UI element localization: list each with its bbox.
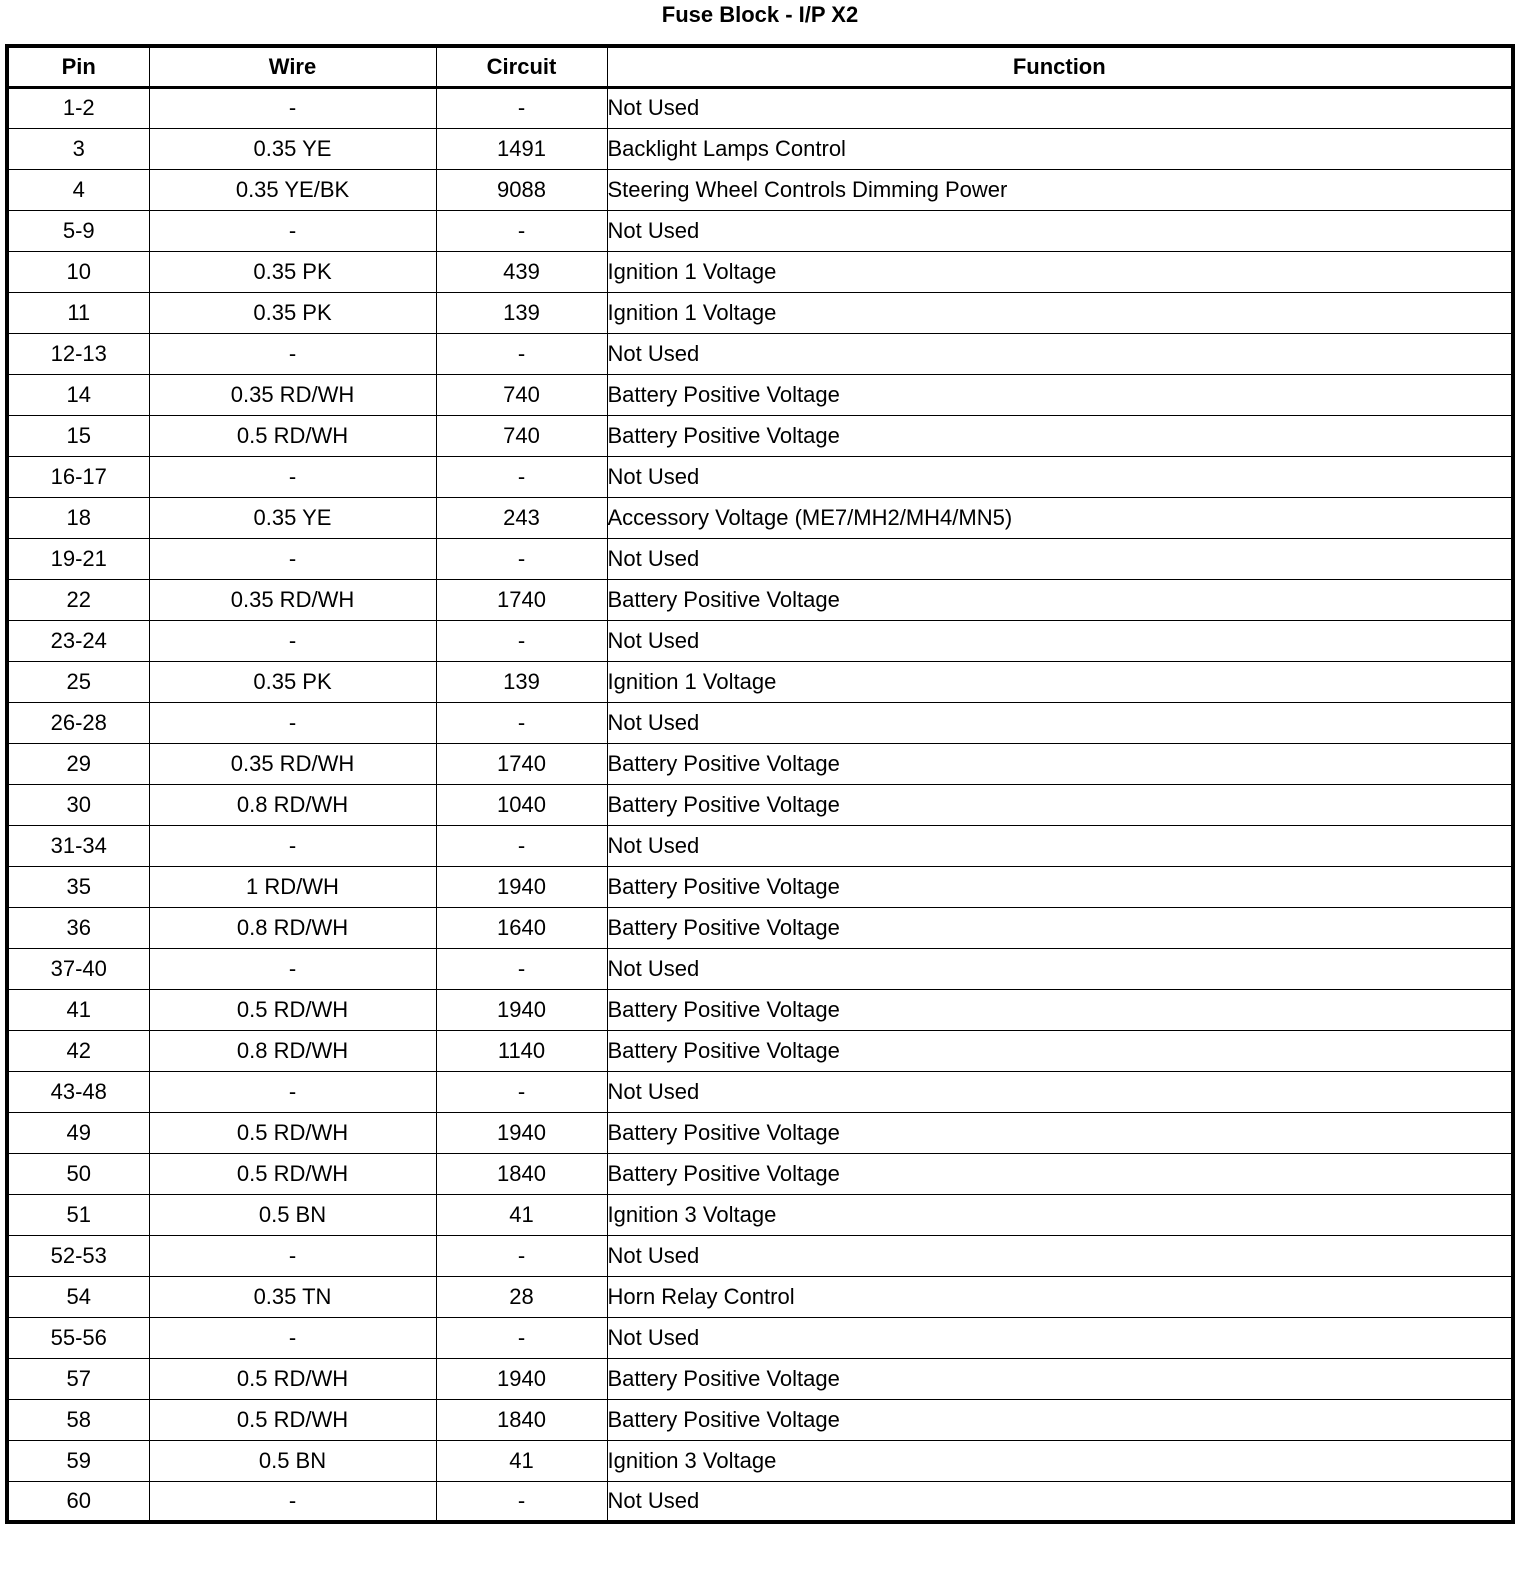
cell-circuit: 1840 [436,1153,607,1194]
cell-function: Battery Positive Voltage [607,579,1513,620]
cell-circuit: - [436,948,607,989]
table-row [7,1112,1513,1153]
cell-wire: - [149,1481,436,1522]
cell-wire: 0.5 RD/WH [149,989,436,1030]
cell-wire: 0.35 RD/WH [149,579,436,620]
cell-circuit: 1740 [436,743,607,784]
cell-pin: 43-48 [7,1071,149,1112]
cell-pin: 36 [7,907,149,948]
table-row [7,87,1513,128]
cell-function: Not Used [607,1071,1513,1112]
column-header-circuit: Circuit [436,46,607,87]
cell-wire: 0.35 RD/WH [149,743,436,784]
cell-circuit: - [436,1235,607,1276]
table-row [7,1440,1513,1481]
cell-function: Battery Positive Voltage [607,743,1513,784]
cell-function: Ignition 3 Voltage [607,1440,1513,1481]
column-header-wire: Wire [149,46,436,87]
cell-wire: 0.5 BN [149,1440,436,1481]
cell-wire: 0.35 YE/BK [149,169,436,210]
table-row [7,702,1513,743]
cell-wire: 0.8 RD/WH [149,784,436,825]
column-header-function: Function [607,46,1513,87]
table-row [7,579,1513,620]
cell-pin: 50 [7,1153,149,1194]
cell-wire: 1 RD/WH [149,866,436,907]
table-row [7,1030,1513,1071]
cell-circuit: - [436,538,607,579]
cell-circuit: 439 [436,251,607,292]
cell-circuit: 1940 [436,989,607,1030]
cell-pin: 52-53 [7,1235,149,1276]
table-row [7,333,1513,374]
cell-wire: - [149,702,436,743]
cell-wire: - [149,825,436,866]
cell-pin: 14 [7,374,149,415]
cell-circuit: 1940 [436,1358,607,1399]
cell-pin: 49 [7,1112,149,1153]
table-row [7,538,1513,579]
cell-pin: 3 [7,128,149,169]
cell-pin: 1-2 [7,87,149,128]
cell-function: Not Used [607,825,1513,866]
cell-wire: 0.35 TN [149,1276,436,1317]
table-row [7,456,1513,497]
cell-circuit: 41 [436,1440,607,1481]
cell-circuit: 243 [436,497,607,538]
cell-wire: - [149,1235,436,1276]
cell-wire: 0.8 RD/WH [149,1030,436,1071]
cell-function: Ignition 1 Voltage [607,292,1513,333]
table-row [7,948,1513,989]
cell-function: Battery Positive Voltage [607,1358,1513,1399]
cell-function: Not Used [607,456,1513,497]
cell-circuit: 1740 [436,579,607,620]
cell-pin: 12-13 [7,333,149,374]
table-row [7,415,1513,456]
cell-wire: - [149,87,436,128]
cell-function: Battery Positive Voltage [607,866,1513,907]
cell-pin: 51 [7,1194,149,1235]
cell-circuit: - [436,333,607,374]
cell-pin: 58 [7,1399,149,1440]
cell-pin: 4 [7,169,149,210]
cell-wire: - [149,1317,436,1358]
table-row [7,1194,1513,1235]
cell-function: Not Used [607,1317,1513,1358]
cell-function: Not Used [607,620,1513,661]
table-row [7,743,1513,784]
cell-function: Not Used [607,702,1513,743]
table-row [7,292,1513,333]
cell-wire: 0.5 RD/WH [149,1112,436,1153]
cell-function: Accessory Voltage (ME7/MH2/MH4/MN5) [607,497,1513,538]
cell-pin: 60 [7,1481,149,1522]
table-row [7,1235,1513,1276]
cell-wire: 0.35 PK [149,251,436,292]
cell-wire: 0.35 YE [149,497,436,538]
table-row [7,210,1513,251]
cell-pin: 35 [7,866,149,907]
cell-pin: 37-40 [7,948,149,989]
cell-function: Battery Positive Voltage [607,374,1513,415]
cell-function: Not Used [607,210,1513,251]
cell-function: Battery Positive Voltage [607,415,1513,456]
cell-pin: 23-24 [7,620,149,661]
cell-circuit: - [436,620,607,661]
cell-circuit: - [436,1071,607,1112]
table-row [7,128,1513,169]
cell-wire: - [149,456,436,497]
table-row [7,620,1513,661]
cell-circuit: 9088 [436,169,607,210]
cell-circuit: - [436,825,607,866]
cell-wire: 0.5 RD/WH [149,1358,436,1399]
cell-wire: 0.5 RD/WH [149,415,436,456]
cell-function: Horn Relay Control [607,1276,1513,1317]
cell-pin: 55-56 [7,1317,149,1358]
table-row [7,497,1513,538]
cell-function: Ignition 3 Voltage [607,1194,1513,1235]
cell-function: Battery Positive Voltage [607,1399,1513,1440]
cell-circuit: 1140 [436,1030,607,1071]
cell-pin: 31-34 [7,825,149,866]
table-row [7,825,1513,866]
cell-circuit: 740 [436,374,607,415]
cell-circuit: 1840 [436,1399,607,1440]
cell-circuit: - [436,1481,607,1522]
cell-wire: 0.5 BN [149,1194,436,1235]
cell-pin: 26-28 [7,702,149,743]
cell-wire: - [149,538,436,579]
cell-circuit: 41 [436,1194,607,1235]
cell-function: Not Used [607,333,1513,374]
cell-wire: - [149,620,436,661]
cell-circuit: 740 [436,415,607,456]
cell-wire: - [149,333,436,374]
table-row [7,866,1513,907]
cell-circuit: 139 [436,661,607,702]
cell-function: Battery Positive Voltage [607,1030,1513,1071]
cell-pin: 59 [7,1440,149,1481]
cell-wire: - [149,1071,436,1112]
cell-pin: 11 [7,292,149,333]
cell-pin: 22 [7,579,149,620]
cell-circuit: 1940 [436,1112,607,1153]
table-row [7,989,1513,1030]
cell-wire: 0.5 RD/WH [149,1153,436,1194]
cell-wire: - [149,948,436,989]
cell-function: Battery Positive Voltage [607,1112,1513,1153]
cell-function: Battery Positive Voltage [607,1153,1513,1194]
cell-wire: 0.35 PK [149,292,436,333]
cell-function: Battery Positive Voltage [607,907,1513,948]
cell-circuit: - [436,87,607,128]
cell-circuit: 139 [436,292,607,333]
cell-pin: 10 [7,251,149,292]
table-row [7,907,1513,948]
cell-circuit: 1640 [436,907,607,948]
cell-wire: - [149,210,436,251]
cell-pin: 57 [7,1358,149,1399]
cell-wire: 0.5 RD/WH [149,1399,436,1440]
cell-circuit: 1491 [436,128,607,169]
cell-circuit: - [436,702,607,743]
cell-function: Backlight Lamps Control [607,128,1513,169]
cell-pin: 30 [7,784,149,825]
cell-pin: 19-21 [7,538,149,579]
table-header-row [7,46,1513,87]
cell-pin: 29 [7,743,149,784]
cell-pin: 41 [7,989,149,1030]
cell-pin: 42 [7,1030,149,1071]
column-header-pin: Pin [7,46,149,87]
cell-circuit: 1040 [436,784,607,825]
table-row [7,374,1513,415]
cell-function: Battery Positive Voltage [607,784,1513,825]
cell-circuit: - [436,1317,607,1358]
table-row [7,1317,1513,1358]
table-body [7,87,1513,1522]
cell-circuit: - [436,210,607,251]
cell-circuit: 1940 [436,866,607,907]
cell-pin: 18 [7,497,149,538]
cell-function: Ignition 1 Voltage [607,661,1513,702]
table-row [7,169,1513,210]
table-row [7,1276,1513,1317]
cell-function: Not Used [607,1235,1513,1276]
cell-wire: 0.8 RD/WH [149,907,436,948]
cell-function: Not Used [607,1481,1513,1522]
table-row [7,1481,1513,1522]
pinout-table [5,44,1515,1524]
cell-function: Not Used [607,87,1513,128]
page-title: Fuse Block - I/P X2 [661,2,859,27]
cell-function: Ignition 1 Voltage [607,251,1513,292]
cell-function: Not Used [607,538,1513,579]
cell-pin: 16-17 [7,456,149,497]
table-row [7,784,1513,825]
cell-wire: 0.35 YE [149,128,436,169]
table-row [7,1153,1513,1194]
cell-function: Battery Positive Voltage [607,989,1513,1030]
cell-pin: 25 [7,661,149,702]
cell-pin: 15 [7,415,149,456]
table-row [7,661,1513,702]
cell-function: Not Used [607,948,1513,989]
cell-circuit: 28 [436,1276,607,1317]
cell-wire: 0.35 PK [149,661,436,702]
cell-function: Steering Wheel Controls Dimming Power [607,169,1513,210]
cell-wire: 0.35 RD/WH [149,374,436,415]
table-row [7,1399,1513,1440]
cell-pin: 54 [7,1276,149,1317]
cell-pin: 5-9 [7,210,149,251]
table-row [7,1358,1513,1399]
cell-circuit: - [436,456,607,497]
table-row [7,1071,1513,1112]
table-row [7,251,1513,292]
